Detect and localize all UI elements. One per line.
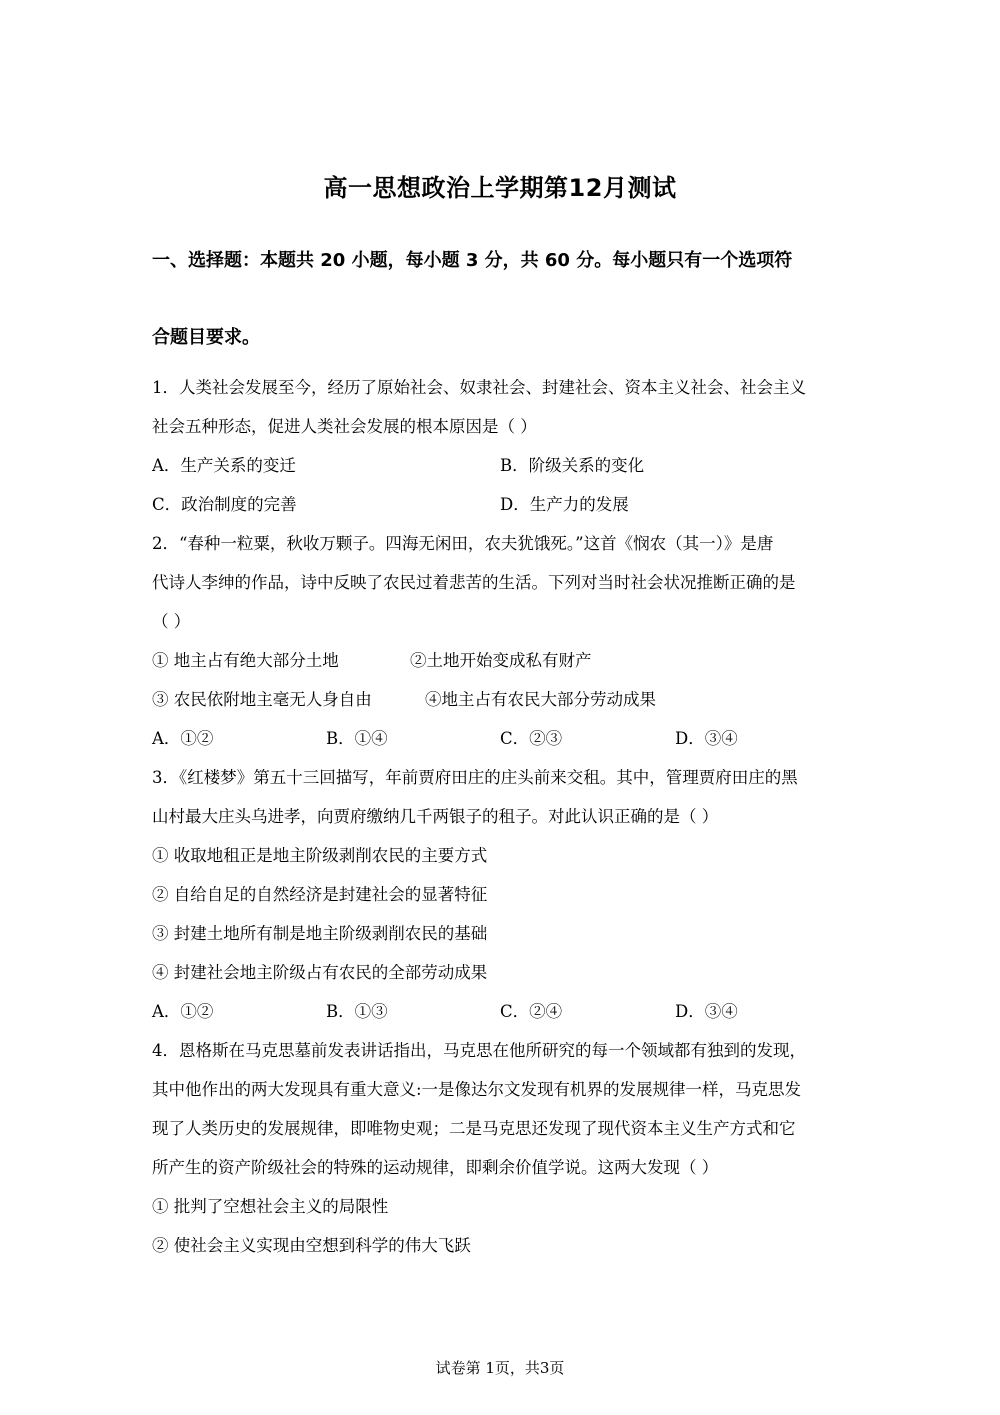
q3-statement-4: ④ 封建社会地主阶级占有农民的全部劳动成果 [152, 963, 488, 982]
q3-option-b: B．①③ [326, 1002, 388, 1021]
page-title: 高一思想政治上学期第12月测试 [323, 174, 677, 202]
q2-statement-3: ③ 农民依附地主毫无人身自由 [152, 690, 372, 709]
q2-statement-1: ① 地主占有绝大部分土地 [152, 651, 339, 670]
q3-statement-3: ③ 封建土地所有制是地主阶级剥削农民的基础 [152, 924, 488, 943]
q3-option-a: A．①② [152, 1002, 214, 1021]
q4-statement-2: ② 使社会主义实现由空想到科学的伟大飞跃 [152, 1236, 471, 1255]
q4-stem-line-3: 现了人类历史的发展规律，即唯物史观；二是马克思还发现了现代资本主义生产方式和它 [152, 1119, 796, 1138]
q4-stem-line-2: 其中他作出的两大发现具有重大意义:一是像达尔文发现有机界的发展规律一样，马克思发 [152, 1080, 802, 1099]
page-footer: 试卷第 1页，共3页 [435, 1359, 565, 1377]
q3-stem-line-2: 山村最大庄头乌进孝，向贾府缴纳几千两银子的租子。对此认识正确的是（ ） [152, 807, 719, 826]
q1-stem-line-1: 1．人类社会发展至今，经历了原始社会、奴隶社会、封建社会、资本主义社会、社会主义 [152, 378, 806, 397]
q1-stem-line-2: 社会五种形态，促进人类社会发展的根本原因是（ ） [152, 417, 537, 436]
q2-option-a: A．①② [152, 729, 214, 748]
q1-option-a: A．生产关系的变迁 [152, 456, 296, 475]
q2-option-b: B．①④ [326, 729, 388, 748]
q3-option-d: D．③④ [675, 1002, 738, 1021]
q2-option-d: D．③④ [675, 729, 738, 748]
q3-option-c: C．②④ [500, 1002, 563, 1021]
q2-stem-line-3: （ ） [152, 612, 191, 631]
section-heading-line-1: 一、选择题：本题共 20 小题，每小题 3 分，共 60 分。每小题只有一个选项符 [152, 250, 793, 271]
q4-stem-line-1: 4．恩格斯在马克思墓前发表讲话指出，马克思在他所研究的每一个领域都有独到的发现， [152, 1041, 806, 1060]
q2-option-c: C．②③ [500, 729, 563, 748]
q3-statement-1: ① 收取地租正是地主阶级剥削农民的主要方式 [152, 846, 488, 865]
q2-stem-line-1: 2．“春种一粒粟，秋收万颗子。四海无闲田，农夫犹饿死。”这首《悯农（其一）》是唐 [152, 534, 774, 553]
q4-statement-1: ① 批判了空想社会主义的局限性 [152, 1197, 389, 1216]
q1-option-c: C．政治制度的完善 [152, 495, 297, 514]
q4-stem-line-4: 所产生的资产阶级社会的特殊的运动规律，即剩余价值学说。这两大发现（ ） [152, 1158, 719, 1177]
q3-stem-line-1: 3．《红楼梦》第五十三回描写，年前贾府田庄的庄头前来交租。其中，管理贾府田庄的黑 [152, 768, 798, 787]
q2-stem-line-2: 代诗人李绅的作品，诗中反映了农民过着悲苦的生活。下列对当时社会状况推断正确的是 [152, 573, 796, 592]
q1-option-b: B．阶级关系的变化 [500, 456, 645, 475]
q2-statement-4: ④地主占有农民大部分劳动成果 [425, 690, 656, 709]
q1-option-d: D．生产力的发展 [500, 495, 629, 514]
q2-statement-2: ②土地开始变成私有财产 [410, 651, 592, 670]
q3-statement-2: ② 自给自足的自然经济是封建社会的显著特征 [152, 885, 488, 904]
section-heading-line-2: 合题目要求。 [152, 327, 260, 348]
